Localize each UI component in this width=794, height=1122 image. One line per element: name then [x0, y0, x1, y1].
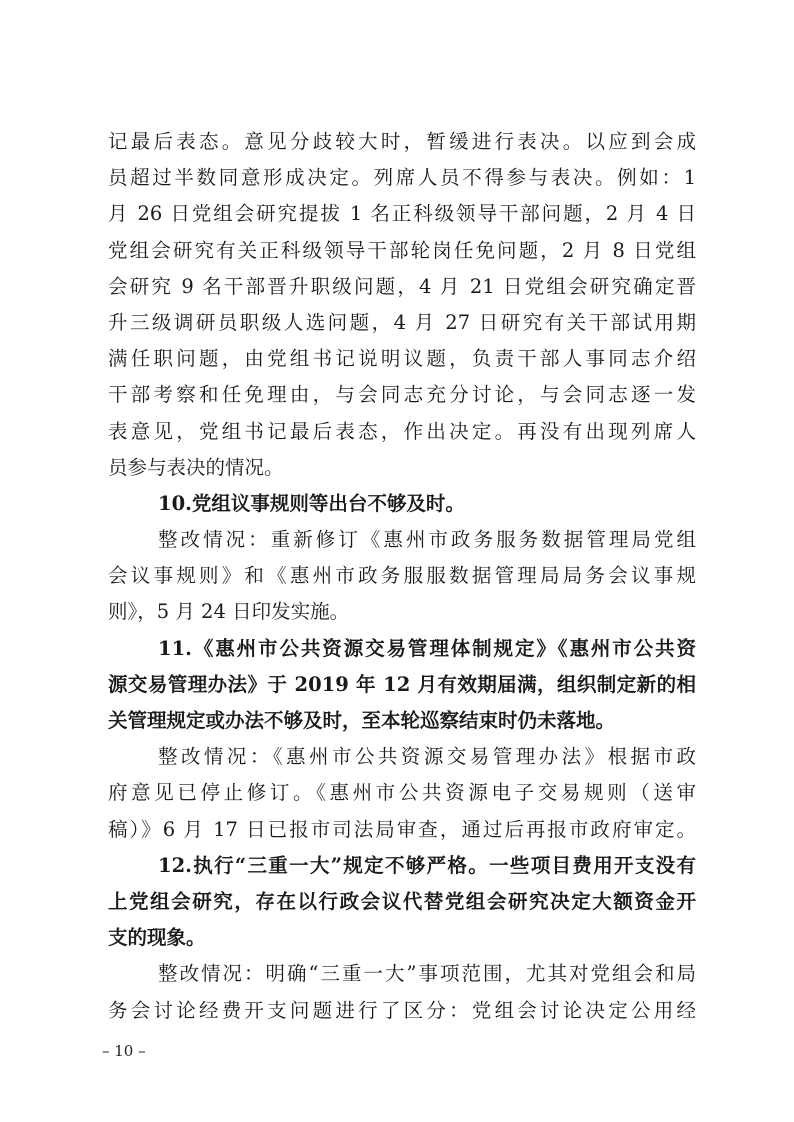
section-heading-line: 11.《惠州市公共资源交易管理体制规定》《惠州市公共资: [158, 636, 696, 660]
section-heading-line: 支的现象。: [108, 926, 206, 950]
paragraph-line: 整改情况：重新修订《惠州市政务服务数据管理局党组: [158, 528, 696, 552]
paragraph-line: 员参与表决的情况。: [108, 455, 284, 479]
paragraph-line: 则》，5 月 24 日印发实施。: [108, 600, 350, 624]
page-number: – 10 –: [102, 1042, 146, 1060]
paragraph-line: 月 26 日党组会研究提拔 1 名正科级领导干部问题，2 月 4 日: [108, 202, 696, 226]
section-heading-line: 上党组会研究，存在以行政会议代替党组会研究决定大额资金开: [108, 889, 696, 913]
paragraph-line: 整改情况：《惠州市公共资源交易管理办法》根据市政: [158, 745, 696, 769]
document-body: [108, 124, 696, 1029]
paragraph-line: 会议事规则》和《惠州市政务服服数据管理局局务会议事规: [108, 564, 696, 588]
paragraph-line: 整改情况：明确“三重一大”事项范围，尤其对党组会和局: [158, 962, 696, 986]
paragraph-line: 记最后表态。意见分歧较大时，暂缓进行表决。以应到会成: [108, 130, 696, 153]
paragraph-line: 表意见，党组书记最后表态，作出决定。再没有出现列席人: [108, 419, 696, 443]
section-heading-line: 10.党组议事规则等出台不够及时。: [158, 491, 465, 515]
paragraph-line: 会研究 9 名干部晋升职级问题，4 月 21 日党组会研究确定晋: [108, 274, 696, 298]
section-heading-line: 源交易管理办法》于 2019 年 12 月有效期届满，组织制定新的相: [108, 672, 696, 696]
paragraph-line: 满任职问题，由党组书记说明议题，负责干部人事同志介绍: [108, 347, 696, 371]
paragraph-line: 府意见已停止修订。《惠州市公共资源电子交易规则（送审: [108, 781, 696, 805]
paragraph-line: 干部考察和任免理由，与会同志充分讨论，与会同志逐一发: [108, 383, 696, 407]
paragraph-line: 员超过半数同意形成决定。列席人员不得参与表决。例如：1: [108, 166, 696, 190]
paragraph-line: 务会讨论经费开支问题进行了区分：党组会讨论决定公用经: [108, 998, 696, 1022]
section-heading-line: 12.执行“三重一大”规定不够严格。一些项目费用开支没有: [158, 853, 696, 877]
section-heading-line: 关管理规定或办法不够及时，至本轮巡察结束时仍未落地。: [108, 709, 616, 732]
paragraph-line: 稿）》6 月 17 日已报市司法局审查，通过后再报市政府审定。: [108, 817, 696, 841]
paragraph-line: 党组会研究有关正科级领导干部轮岗任免问题，2 月 8 日党组: [108, 238, 696, 262]
paragraph-line: 升三级调研员职级人选问题，4 月 27 日研究有关干部试用期: [108, 310, 696, 334]
